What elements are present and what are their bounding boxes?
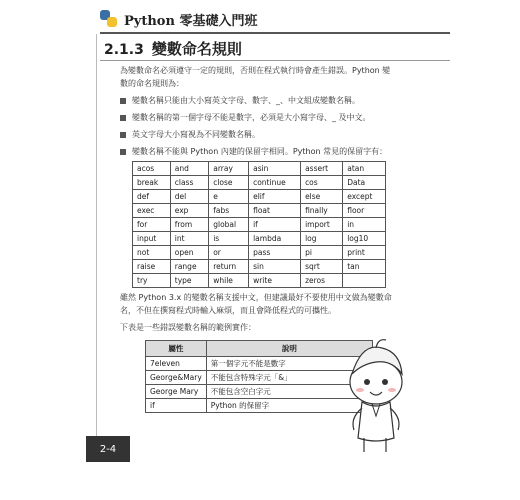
example-description-cell: 不能包含特殊字元「&」 bbox=[206, 371, 372, 385]
page-spine-line bbox=[96, 34, 97, 454]
reserved-word-cell: Data bbox=[343, 176, 386, 190]
chinese-note-paragraph: 雖然 Python 3.x 的變數名稱支援中文，但建議最好不要使用中文做為變數命 名，不但在撰寫程式時輸入麻煩，而且會降低程式的可攜性。 bbox=[120, 293, 392, 315]
reserved-word-cell: from bbox=[170, 218, 208, 232]
reserved-word-cell: continue bbox=[249, 176, 301, 190]
table-row bbox=[146, 385, 373, 399]
table-row bbox=[133, 190, 386, 204]
reserved-word-cell: exec bbox=[133, 204, 171, 218]
invalid-names-table bbox=[145, 340, 373, 413]
reserved-word-cell: cos bbox=[301, 176, 343, 190]
reserved-word-cell: sqrt bbox=[301, 260, 343, 274]
reserved-word-cell: close bbox=[209, 176, 249, 190]
reserved-word-cell: float bbox=[249, 204, 301, 218]
list-item: 變數名稱的第一個字母不能是數字，必須是大小寫字母、_ 及中文。 bbox=[120, 112, 387, 123]
reserved-word-cell: int bbox=[170, 232, 208, 246]
example-description-cell: 不能包含空白字元 bbox=[206, 385, 372, 399]
reserved-word-cell: if bbox=[249, 218, 301, 232]
reserved-word-cell: raise bbox=[133, 260, 171, 274]
reserved-word-cell: finally bbox=[301, 204, 343, 218]
section-title: 2.1.3 變數命名規則 bbox=[104, 40, 242, 58]
example-name-cell: George&Mary bbox=[146, 371, 207, 385]
reserved-word-cell: floor bbox=[343, 204, 386, 218]
reserved-word-cell: def bbox=[133, 190, 171, 204]
reserved-word-cell: fabs bbox=[209, 204, 249, 218]
reserved-word-cell: lambda bbox=[249, 232, 301, 246]
reserved-word-cell: sin bbox=[249, 260, 301, 274]
table-row bbox=[133, 246, 386, 260]
reserved-word-cell: elif bbox=[249, 190, 301, 204]
reserved-word-cell: import bbox=[301, 218, 343, 232]
reserved-word-cell: range bbox=[170, 260, 208, 274]
section-rule bbox=[100, 60, 450, 61]
table-row bbox=[133, 274, 386, 288]
header-rule bbox=[100, 32, 450, 34]
table-row bbox=[133, 204, 386, 218]
list-item: 變數名稱不能與 Python 內建的保留字相同。Python 常見的保留字有： bbox=[120, 146, 387, 157]
rules-list bbox=[120, 95, 387, 163]
reserved-word-cell: while bbox=[209, 274, 249, 288]
reserved-word-cell: log10 bbox=[343, 232, 386, 246]
reserved-word-cell: in bbox=[343, 218, 386, 232]
reserved-word-cell: type bbox=[170, 274, 208, 288]
reserved-word-cell bbox=[343, 274, 386, 288]
table-row bbox=[146, 357, 373, 371]
reserved-word-cell: is bbox=[209, 232, 249, 246]
reserved-word-cell: assert bbox=[301, 162, 343, 176]
intro-paragraph: 為變數命名必須遵守一定的規則，否則在程式執行時會產生錯誤。Python 變 數的命名規則為： bbox=[120, 66, 391, 88]
list-item: 變數名稱只能由大小寫英文字母、數字、_、中文組成變數名稱。 bbox=[120, 95, 387, 106]
bullet-square-icon bbox=[120, 132, 126, 138]
reserved-word-cell: array bbox=[209, 162, 249, 176]
reserved-word-cell: atan bbox=[343, 162, 386, 176]
bullet-square-icon bbox=[120, 149, 126, 155]
reserved-word-cell: class bbox=[170, 176, 208, 190]
reserved-word-cell: e bbox=[209, 190, 249, 204]
table-row bbox=[133, 176, 386, 190]
reserved-word-cell: input bbox=[133, 232, 171, 246]
reserved-word-cell: or bbox=[209, 246, 249, 260]
example-name-cell: George Mary bbox=[146, 385, 207, 399]
page-header bbox=[100, 6, 257, 32]
column-header: 屬性 bbox=[146, 341, 207, 357]
reserved-word-cell: global bbox=[209, 218, 249, 232]
table-row bbox=[133, 218, 386, 232]
reserved-word-cell: break bbox=[133, 176, 171, 190]
examples-intro: 下表是一些錯誤變數名稱的範例實作： bbox=[120, 323, 256, 332]
reserved-word-cell: pi bbox=[301, 246, 343, 260]
example-name-cell: 7eleven bbox=[146, 357, 207, 371]
reserved-word-cell: and bbox=[170, 162, 208, 176]
reserved-word-cell: pass bbox=[249, 246, 301, 260]
reserved-word-cell: write bbox=[249, 274, 301, 288]
column-header: 說明 bbox=[206, 341, 372, 357]
reserved-word-cell: asin bbox=[249, 162, 301, 176]
table-row bbox=[146, 371, 373, 385]
table-row bbox=[146, 399, 373, 413]
header-title: Python 零基礎入門班 bbox=[124, 13, 258, 29]
example-description-cell: Python 的保留字 bbox=[206, 399, 372, 413]
reserved-word-cell: else bbox=[301, 190, 343, 204]
example-description-cell: 第一個字元不能是數字 bbox=[206, 357, 372, 371]
table-row bbox=[133, 162, 386, 176]
reserved-word-cell: except bbox=[343, 190, 386, 204]
table-row bbox=[133, 232, 386, 246]
example-name-cell: if bbox=[146, 399, 207, 413]
reserved-word-cell: zeros bbox=[301, 274, 343, 288]
list-item: 英文字母大小寫視為不同變數名稱。 bbox=[120, 129, 387, 140]
table-row bbox=[133, 260, 386, 274]
reserved-word-cell: log bbox=[301, 232, 343, 246]
bullet-square-icon bbox=[120, 115, 126, 121]
reserved-word-cell: not bbox=[133, 246, 171, 260]
reserved-word-cell: exp bbox=[170, 204, 208, 218]
reserved-word-cell: try bbox=[133, 274, 171, 288]
reserved-word-cell: print bbox=[343, 246, 386, 260]
reserved-word-cell: acos bbox=[133, 162, 171, 176]
python-logo-icon bbox=[100, 10, 118, 28]
reserved-words-table bbox=[132, 161, 386, 288]
reserved-word-cell: del bbox=[170, 190, 208, 204]
reserved-word-cell: tan bbox=[343, 260, 386, 274]
reserved-word-cell: for bbox=[133, 218, 171, 232]
reserved-word-cell: return bbox=[209, 260, 249, 274]
mascot-illustration bbox=[342, 334, 412, 456]
reserved-word-cell: open bbox=[170, 246, 208, 260]
table-header-row bbox=[146, 341, 373, 357]
bullet-square-icon bbox=[120, 98, 126, 104]
page-number: 2-4 bbox=[86, 436, 130, 462]
